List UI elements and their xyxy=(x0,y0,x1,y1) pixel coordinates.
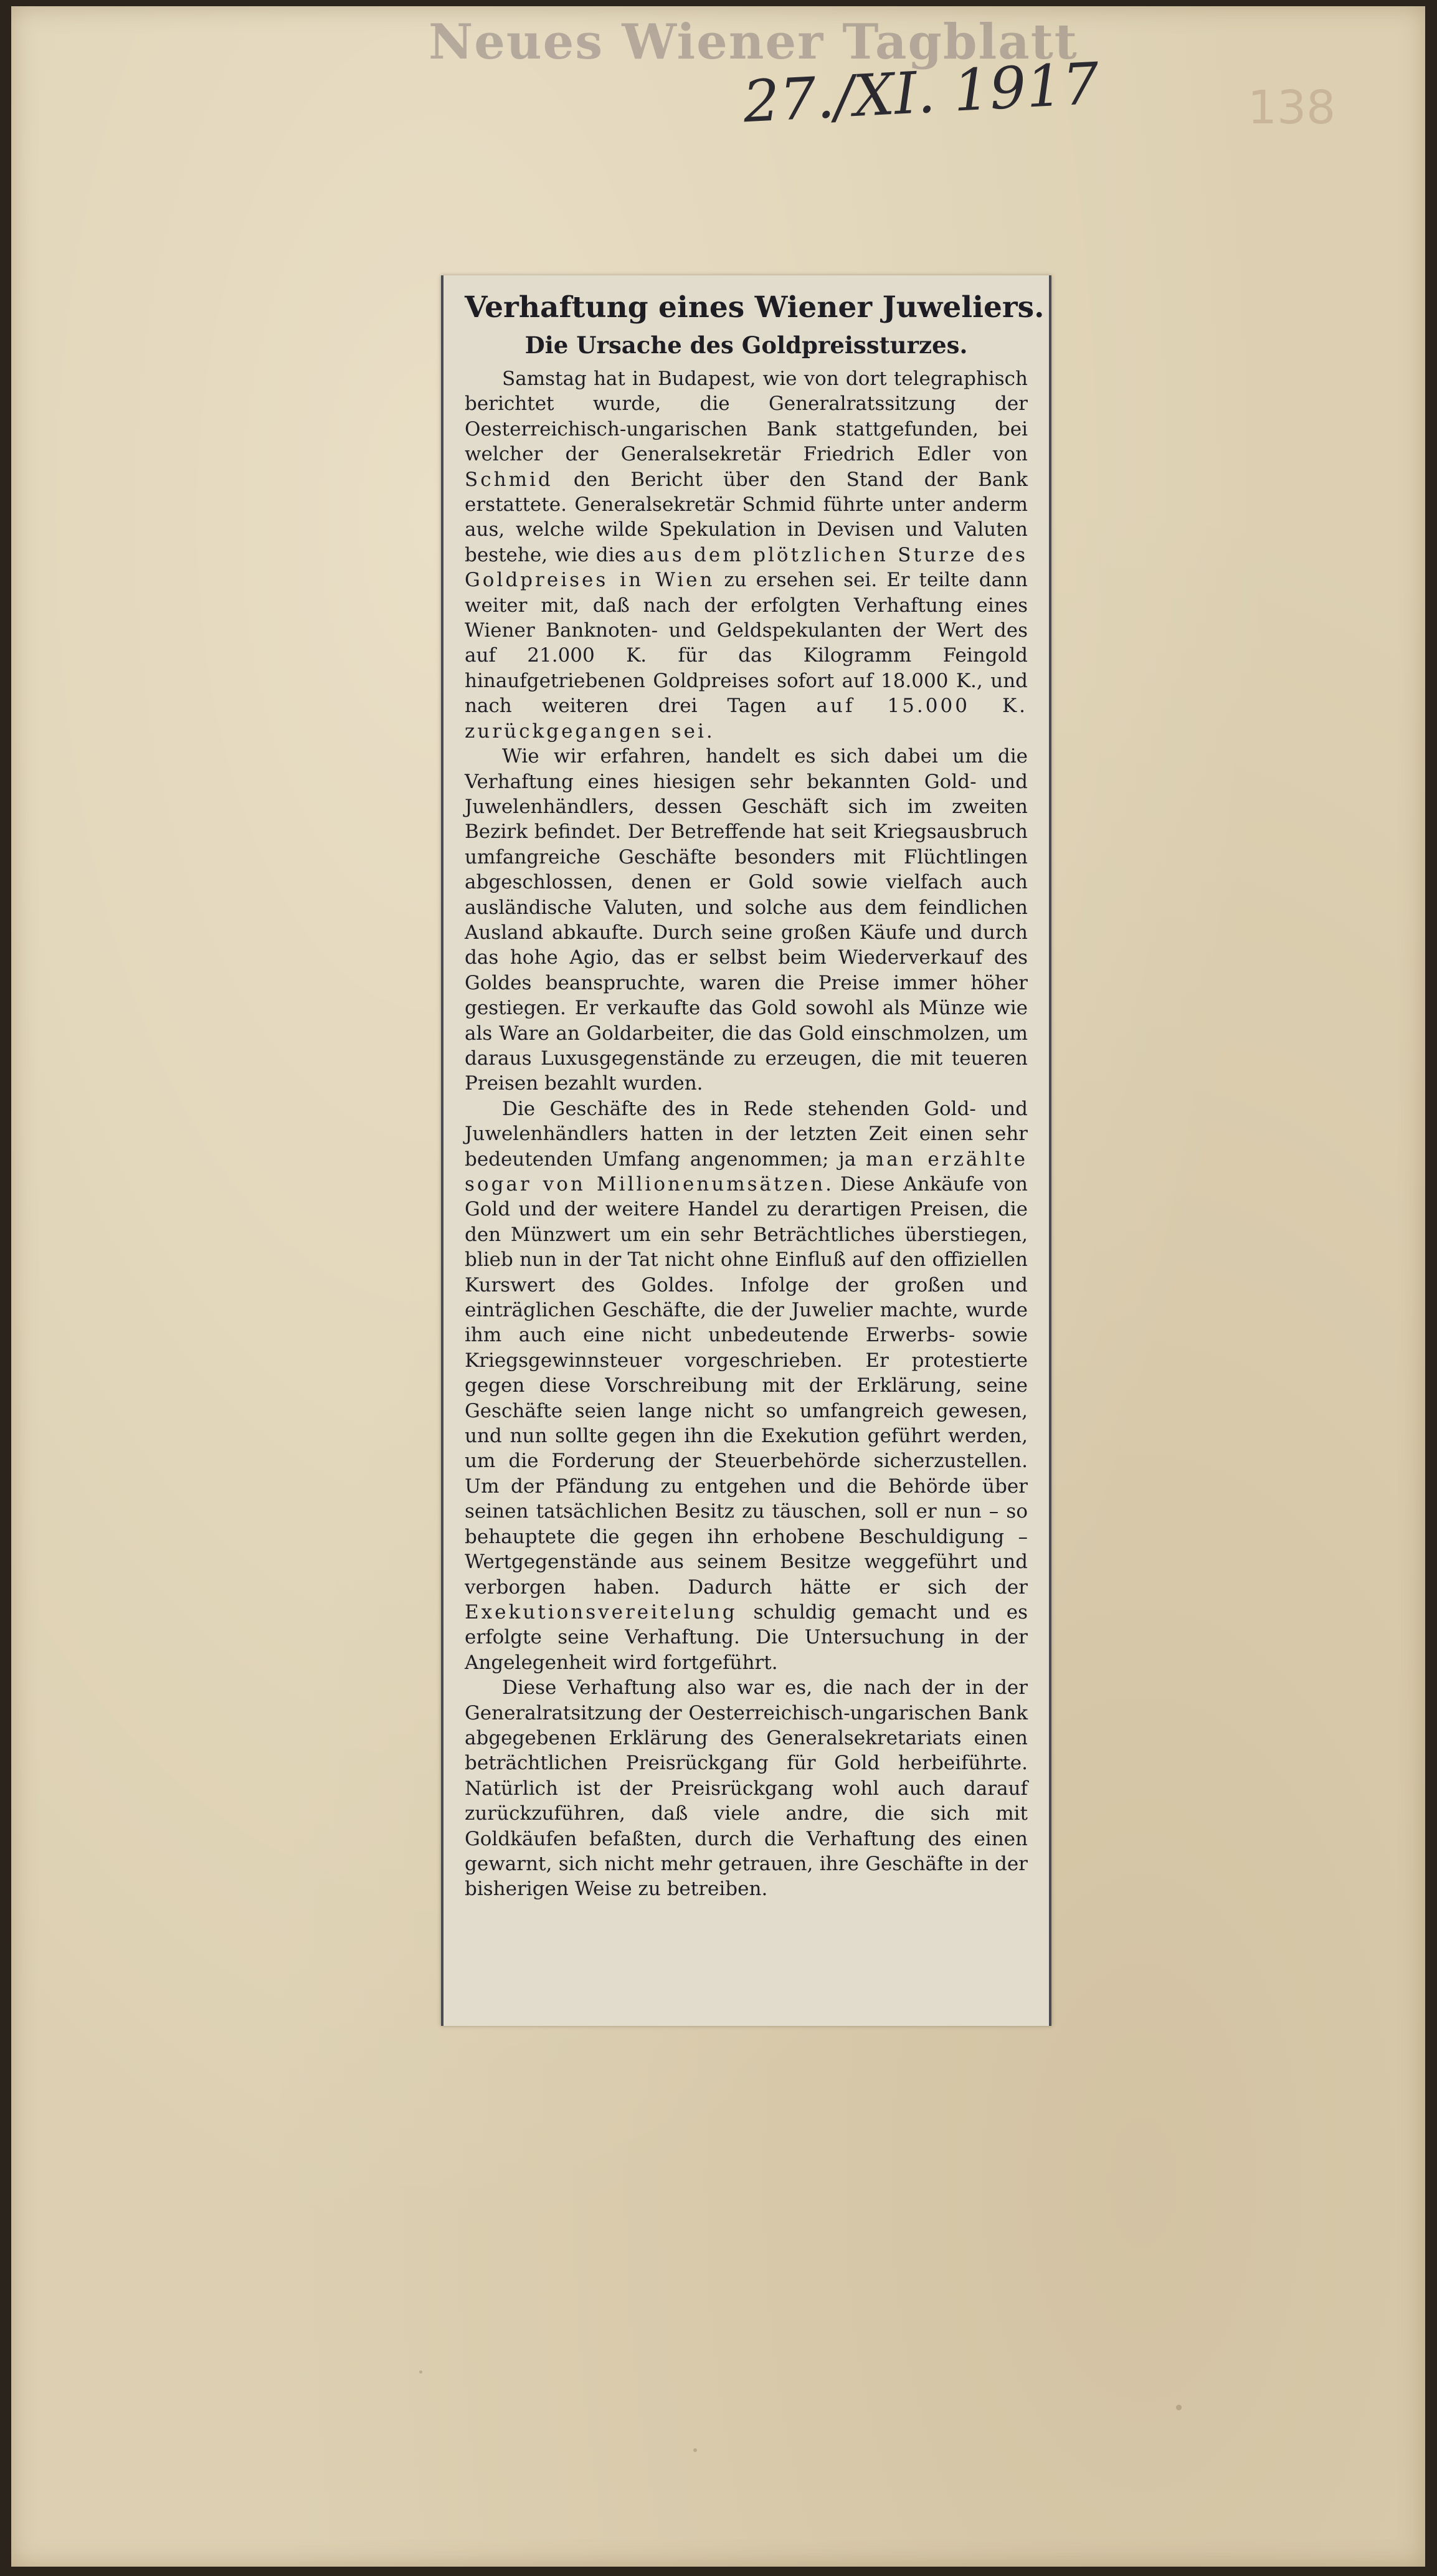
newspaper-clipping xyxy=(441,275,1051,2026)
foxing-spot xyxy=(419,2370,422,2374)
article-subheadline: Die Ursache des Goldpreissturzes. xyxy=(524,331,968,359)
article-headline: Verhaftung eines Wiener Juweliers. xyxy=(465,290,1045,325)
article-paragraph: Diese Verhaftung also war es, die nach der in der Generalratsitzung der Oesterreichisch-ungarischen Bank abgegebenen Erklärung des Generalsekretariats einen beträchtlichen Preisrückgang für Gold herbeiführte. Natürlich ist der Preisrückgang wohl auch darauf zurückzuführen, daß viele andre, die sich mit Goldkäufen befaßten, durch die Verhaftung des einen gewarnt, sich nicht mehr getrauen, ihre Geschäfte in der bisherigen Weise zu betreiben. xyxy=(465,1676,1028,1901)
spaced-emphasis: auf 15.000 K. zurückgegangen sei. xyxy=(465,695,1028,743)
spaced-emphasis: aus dem plötzlichen Sturze des Goldpreises in Wien xyxy=(465,543,1028,592)
foxing-spot xyxy=(693,2448,697,2452)
article-paragraph: Die Geschäfte des in Rede stehenden Gold- und Juwelenhändlers hatten in der letzten Zeit einen sehr bedeutenden Umfang angenommen; ja man erzählte sogar von Millionenumsätzen. Diese Ankäufe von Gold und der weitere Handel zu derartigen Preisen, die den Münzwert um ein sehr Beträchtliches überstiegen, blieb nun in der Tat nicht ohne Einfluß auf den offiziellen Kurswert des Goldes. Infolge der großen und einträglichen Geschäfte, die der Juwelier machte, wurde ihm auch eine nicht unbedeutende Erwerbs- sowie Kriegsgewinnsteuer vorgeschrieben. Er protestierte gegen diese Vorschreibung mit der Erklärung, seine Geschäfte seien lange nicht so umfangreich gewesen, und nun sollte gegen ihn die Exekution geführt werden, um die Forderung der Steuerbehörde sicherzustellen. Um der Pfändung zu entgehen und die Behörde über seinen tatsächlichen Besitz zu täuschen, soll er nun – so behauptete die gegen ihn erhobene Beschuldigung – Wertgegenstände aus seinem Besitze weggeführt und verborgen haben. Dadurch hätte er sich der Exekutionsvereitelung schuldig gemacht und es erfolgte seine Verhaftung. Die Untersuchung in der Angelegenheit wird fortgeführt. xyxy=(465,1097,1028,1674)
foxing-spot xyxy=(1176,2405,1182,2410)
article-body xyxy=(465,366,1028,1902)
article-paragraph: Samstag hat in Budapest, wie von dort telegraphisch berichtet wurde, die Generalratssitzung der Oesterreichisch-ungarischen Bank stattgefunden, bei welcher der Generalsekretär Friedrich Edler von Schmid den Bericht über den Stand der Bank erstattete. Generalsekretär Schmid führte unter anderm aus, welche wilde Spekulation in Devisen und Valuten bestehe, wie dies aus dem plötzlichen Sturze des Goldpreises in Wien zu ersehen sei. Er teilte dann weiter mit, daß nach der erfolgten Verhaftung eines Wiener Banknoten- und Geldspekulanten der Wert des auf 21.000 K. für das Kilogramm Feingold hinaufgetriebenen Goldpreises sofort auf 18.000 K., und nach weiteren drei Tagen auf 15.000 K. zurückgegangen sei. xyxy=(465,368,1028,743)
handwritten-date: 27./XI. 1917 xyxy=(741,50,1101,136)
spaced-emphasis: man erzählte sogar von Millionenumsätzen xyxy=(465,1148,1028,1195)
archive-mount-sheet xyxy=(11,6,1425,2567)
pencil-page-number: 138 xyxy=(1248,81,1336,135)
spaced-emphasis: Schmid xyxy=(465,468,553,491)
article-paragraph: Wie wir erfahren, handelt es sich dabei um die Verhaftung eines hiesigen sehr bekannten Gold- und Juwelenhändlers, dessen Geschäft sich im zweiten Bezirk befindet. Der Betreffende hat seit Kriegsausbruch umfangreiche Geschäfte besonders mit Flüchtlingen abgeschlossen, denen er Gold sowie vielfach auch ausländische Valuten, und solche aus dem feindlichen Ausland abkaufte. Durch seine großen Käufe und durch das hohe Agio, das er selbst beim Wiederverkauf des Goldes beanspruchte, waren die Preise immer höher gestiegen. Er verkaufte das Gold sowohl als Münze wie als Ware an Goldarbeiter, die das Gold einschmolzen, um daraus Luxusgegenstände zu erzeugen, die mit teueren Preisen bezahlt wurden. xyxy=(465,745,1028,1095)
spaced-emphasis: Exekutionsvereitelung xyxy=(465,1600,737,1623)
newspaper-name-stamp: Neues Wiener Tagblatt xyxy=(429,14,1078,70)
